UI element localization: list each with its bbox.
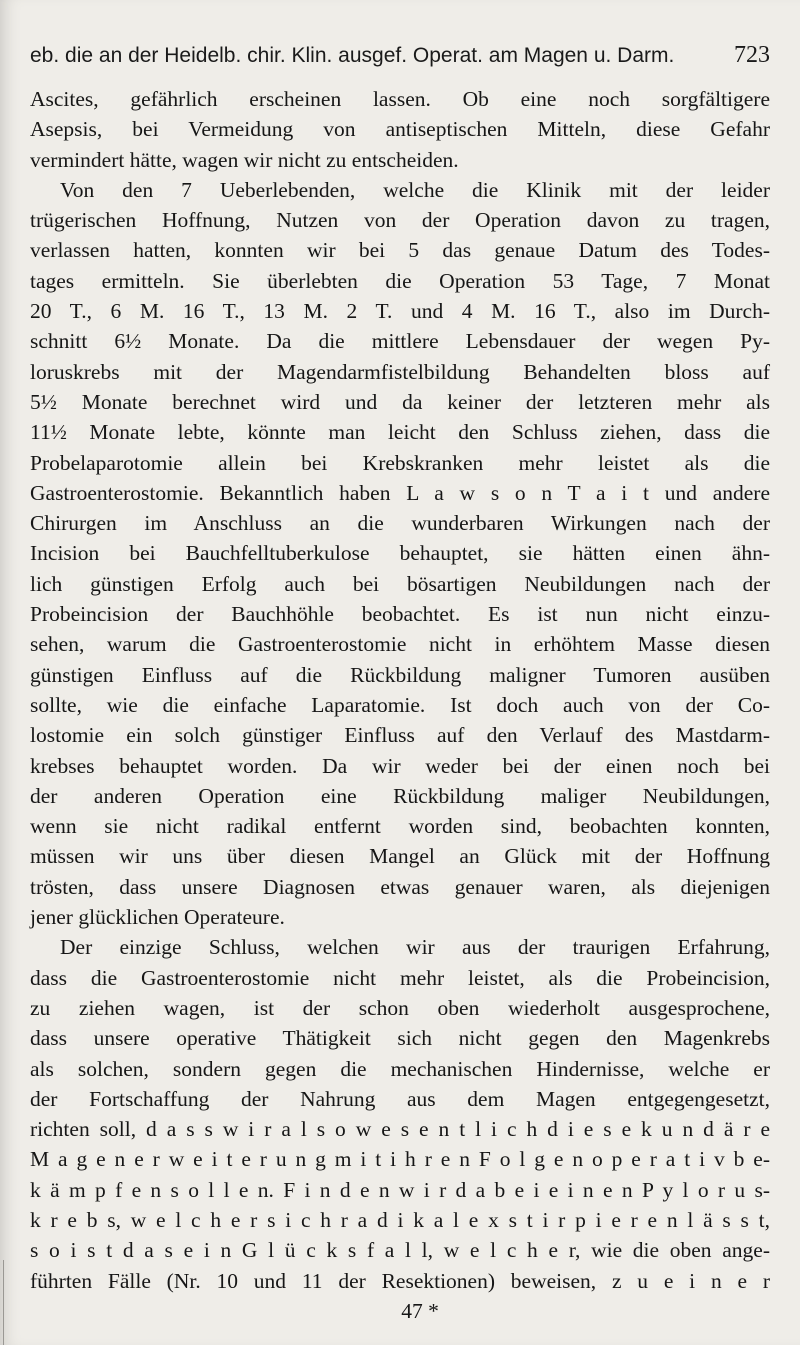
text-line: lostomie ein solch günstiger Einfluss auf den Verlauf des Mastdarm- <box>30 723 770 748</box>
text-line: sollte, wie die einfache Laparatomie. Ist doch auch von der Co- <box>30 692 770 717</box>
text-line: krebses behauptet worden. Da wir weder bei der einen noch bei <box>30 753 770 778</box>
signature-mark: 47 * <box>401 1298 439 1323</box>
text-line: lich günstigen Erfolg auch bei bösartigen Neubildungen nach der <box>30 571 770 596</box>
text-line: Gastroenterostomie. Bekanntlich haben L a w s o n T a i t und andere <box>30 480 770 505</box>
text-line: der Fortschaffung der Nahrung aus dem Magen entgegengesetzt, <box>30 1086 770 1111</box>
text-line: dass unsere operative Thätigkeit sich nicht gegen den Magenkrebs <box>30 1026 770 1051</box>
text-line: k r e b s, w e l c h e r s i c h r a d i k a l e x s t i r p i e r e n l ä s s t, <box>30 1207 770 1232</box>
page-edge-shadow <box>3 1260 4 1345</box>
text-line: Incision bei Bauchfelltuberkulose behauptet, sie hätten einen ähn- <box>30 541 770 566</box>
text-line: 5½ Monate berechnet wird und da keiner der letzteren mehr als <box>30 389 770 414</box>
text-line: s o i s t d a s e i n G l ü c k s f a l l, w e l c h e r, wie die oben ange- <box>30 1238 770 1263</box>
text-line: zu ziehen wagen, ist der schon oben wiederholt ausgesprochene, <box>30 995 770 1020</box>
text-line: Der einzige Schluss, welchen wir aus der traurigen Erfahrung, <box>60 935 770 960</box>
text-line: richten soll, d a s s w i r a l s o w e s e n t l i c h d i e s e k u n d ä r e <box>30 1117 770 1142</box>
text-line: sehen, warum die Gastroenterostomie nicht in erhöhtem Masse diesen <box>30 632 770 657</box>
text-line: der anderen Operation eine Rückbildung maliger Neubildungen, <box>30 783 770 808</box>
text-line: günstigen Einfluss auf die Rückbildung maligner Tumoren ausüben <box>30 662 770 687</box>
text-line: dass die Gastroenterostomie nicht mehr leistet, als die Probeincision, <box>30 965 770 990</box>
text-line: Ascites, gefährlich erscheinen lassen. Ob eine noch sorgfältigere <box>30 87 770 111</box>
text-line: trügerischen Hoffnung, Nutzen von der Operation davon zu tragen, <box>30 208 770 233</box>
text-line: Chirurgen im Anschluss an die wunderbaren Wirkungen nach der <box>30 511 770 536</box>
text-line: M a g e n e r w e i t e r u n g m i t i h r e n F o l g e n o p e r a t i v b e- <box>30 1147 770 1172</box>
text-line: Asepsis, bei Vermeidung von antiseptischen Mitteln, diese Gefahr <box>30 117 770 142</box>
text-line: 11½ Monate lebte, könnte man leicht den Schluss ziehen, dass die <box>30 420 770 445</box>
running-header <box>30 44 770 68</box>
text-line: k ä m p f e n s o l l e n. F i n d e n w i r d a b e i e i n e n P y l o r u s- <box>30 1177 770 1202</box>
text-line: tages ermitteln. Sie überlebten die Operation 53 Tage, 7 Monat <box>30 268 770 293</box>
text-line: Probeincision der Bauchhöhle beobachtet. Es ist nun nicht einzu- <box>30 602 770 627</box>
text-line: 20 T., 6 M. 16 T., 13 M. 2 T. und 4 M. 16 T., also im Durch- <box>30 299 770 324</box>
text-line: müssen wir uns über diesen Mangel an Glück mit der Hoffnung <box>30 844 770 869</box>
text-line: schnitt 6½ Monate. Da die mittlere Lebensdauer der wegen Py- <box>30 329 770 354</box>
text-line: als solchen, sondern gegen die mechanischen Hindernisse, welche er <box>30 1056 770 1081</box>
text-line: wenn sie nicht radikal entfernt worden sind, beobachten konnten, <box>30 814 770 839</box>
text-line: trösten, dass unsere Diagnosen etwas genauer waren, als diejenigen <box>30 874 770 899</box>
running-title: eb. die an der Heidelb. chir. Klin. ausgef. Operat. am Magen u. Darm. <box>30 44 675 67</box>
text-line: Von den 7 Ueberlebenden, welche die Klinik mit der leider <box>60 177 770 202</box>
text-line: loruskrebs mit der Magendarmfistelbildung Behandelten bloss auf <box>30 359 770 384</box>
page-number: 723 <box>734 42 770 68</box>
text-line: verlassen hatten, konnten wir bei 5 das genaue Datum des Todes- <box>30 238 770 263</box>
text-line: führten Fälle (Nr. 10 und 11 der Resektionen) beweisen, z u e i n e r <box>30 1268 770 1293</box>
text-line: jener glücklichen Operateure. <box>30 905 285 930</box>
text-line: vermindert hätte, wagen wir nicht zu entscheiden. <box>30 147 459 172</box>
body-text <box>30 84 770 1326</box>
text-line: Probelaparotomie allein bei Krebskranken mehr leistet als die <box>30 450 770 475</box>
